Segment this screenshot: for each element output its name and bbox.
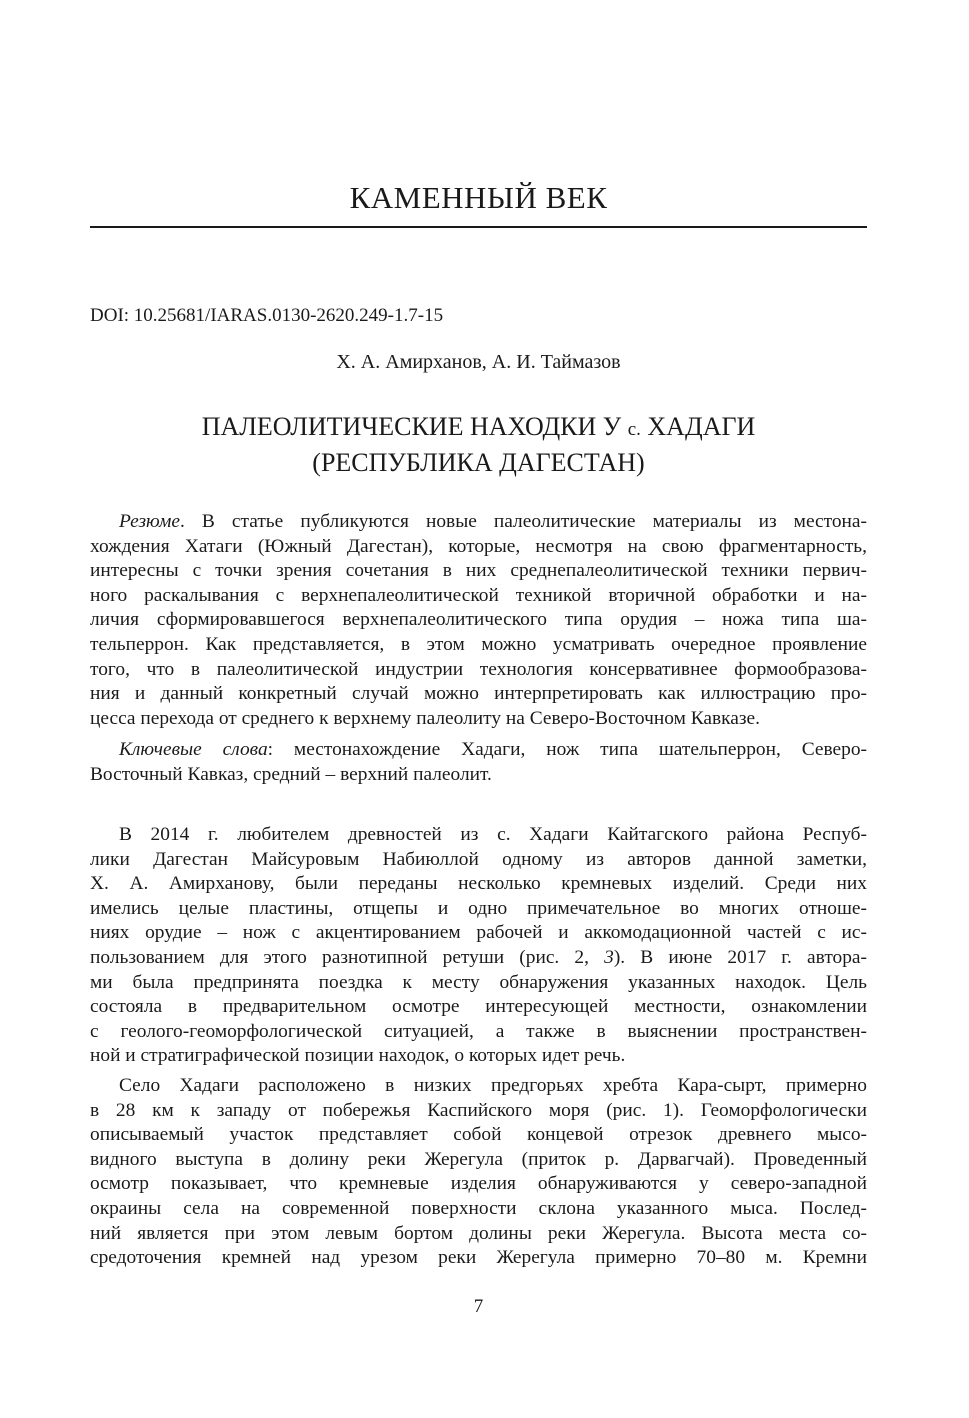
- body-line: в 28 км к западу от побережья Каспийского моря (рис. 1). Геоморфологически: [90, 1099, 867, 1121]
- page: [90, 0, 867, 1418]
- article-title-line-2: (РЕСПУБЛИКА ДАГЕСТАН): [312, 448, 645, 477]
- body-paragraph-2: [90, 1074, 867, 1271]
- abstract-line: ния и данный конкретный случай можно интерпретировать как иллюстрацию про-: [90, 683, 867, 705]
- authors: Х. А. Амирханов, А. И. Таймазов: [336, 351, 621, 373]
- keywords-line: Ключевые слова: местонахождение Хадаги, нож типа шательперрон, Северо-: [119, 739, 867, 760]
- abstract-line: ного раскалывания с верхнепалеолитической техникой вторичной обработки и на-: [90, 584, 867, 606]
- article-title-part-c: ХАДАГИ: [647, 412, 756, 441]
- article-title: [90, 410, 867, 479]
- abstract-line: тельперрон. Как представляется, в этом можно усматривать очередное проявление: [90, 633, 867, 655]
- body-line: состояла в предварительном осмотре интересующей местности, ознакомлении: [90, 996, 867, 1018]
- keywords-label: Ключевые слова: [119, 739, 268, 760]
- body-line: ной и стратиграфической позиции находок, о которых идет речь.: [90, 1045, 626, 1067]
- page-number: 7: [473, 1296, 484, 1317]
- body-line: осмотр показывает, что кремневые изделия обнаруживаются у северо-западной: [90, 1173, 867, 1195]
- section-divider: [90, 226, 867, 228]
- keywords: [90, 738, 867, 787]
- body-line: имелись целые пластины, отщепы и одно примечательное во многих отноше-: [90, 897, 867, 919]
- section-title: КАМЕННЫЙ ВЕК: [349, 180, 608, 215]
- body-line: пользованием для этого разнотипной ретуши (рис. 2, 3). В июне 2017 г. автора-: [90, 946, 867, 968]
- body-line: с геолого-геоморфологической ситуацией, а также в выяснении пространствен-: [90, 1020, 867, 1042]
- body-line: ний является при этом левым бортом долины реки Жерегула. Высота места со-: [90, 1222, 867, 1244]
- body-paragraph-1: [90, 823, 867, 1069]
- body-line: Село Хадаги расположено в низких предгорьях хребта Кара-сырт, примерно: [119, 1075, 867, 1096]
- body-line: ми была предпринята поездка к месту обнаружения указанных находок. Цель: [90, 971, 867, 993]
- abstract-line: личия сформировавшегося верхнепалеолитического типа орудия – ножа типа ша-: [90, 609, 867, 631]
- abstract-line: того, что в палеолитической индустрии технология консервативнее формообразова-: [90, 658, 867, 680]
- article-title-line-1: [90, 410, 867, 446]
- body-line: окраины села на современной поверхности склона указанного мыса. Послед-: [90, 1197, 867, 1219]
- body-line: В 2014 г. любителем древностей из с. Хадаги Кайтагского района Респуб-: [119, 824, 867, 845]
- abstract-line: интересны с точки зрения сочетания в них среднепалеолитической техники первич-: [90, 560, 867, 582]
- abstract: [90, 510, 867, 731]
- body-line: ниях орудие – нож с акцентированием рабочей и аккомодационной частей с ис-: [90, 922, 867, 944]
- body-line: Х. А. Амирханову, были переданы несколько кремневых изделий. Среди них: [90, 873, 867, 895]
- abstract-line: цесса перехода от среднего к верхнему палеолиту на Северо-Восточном Кавказе.: [90, 707, 760, 729]
- article-title-part-a: ПАЛЕОЛИТИЧЕСКИЕ НАХОДКИ У: [201, 412, 622, 441]
- body-line: средоточения кремней над урезом реки Жерегула примерно 70–80 м. Кремни: [90, 1247, 867, 1269]
- body-line: лики Дагестан Майсуровым Набиюллой одному из авторов данной заметки,: [90, 848, 867, 870]
- body-line: видного выступа в долину реки Жерегула (приток р. Дарвагчай). Проведенный: [90, 1148, 867, 1170]
- keywords-line: Восточный Кавказ, средний – верхний палеолит.: [90, 763, 492, 785]
- article-title-part-b: с.: [627, 419, 641, 440]
- abstract-line: хождения Хатаги (Южный Дагестан), которые, несмотря на свою фрагментарность,: [90, 535, 867, 557]
- abstract-line: Резюме. В статье публикуются новые палеолитические материалы из местона-: [119, 511, 867, 532]
- body-line: описываемый участок представляет собой концевой отрезок древнего мысо-: [90, 1124, 867, 1146]
- doi: DOI: 10.25681/IARAS.0130-2620.249-1.7-15: [90, 305, 444, 326]
- figure-ref-italic: 3: [604, 946, 614, 968]
- abstract-label: Резюме: [119, 511, 180, 532]
